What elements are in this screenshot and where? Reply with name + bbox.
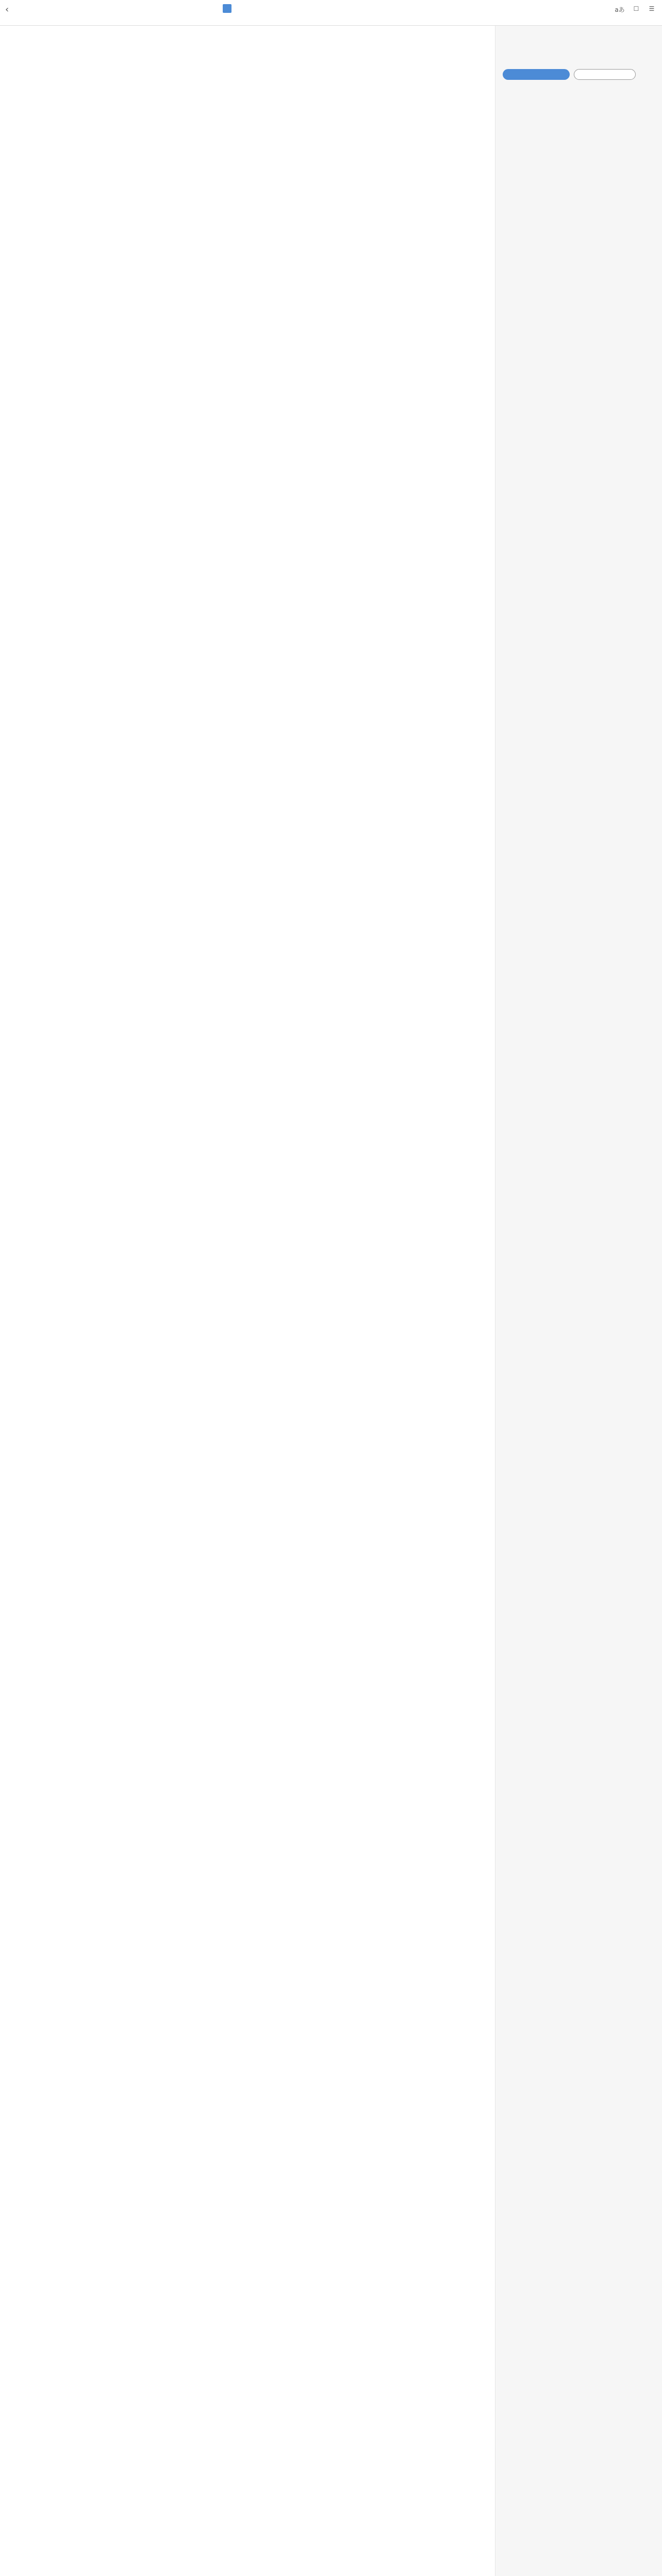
font-size-icon[interactable]: aあ — [615, 6, 625, 13]
bookmark-icon[interactable]: ☐ — [633, 5, 639, 12]
site-logo[interactable] — [223, 4, 234, 13]
back-arrow-icon[interactable]: ‹ — [5, 4, 9, 15]
kakuyomu-logo-icon — [223, 4, 231, 13]
reading-area — [0, 26, 495, 2576]
top-bar — [0, 0, 662, 26]
sidebar — [495, 26, 662, 2576]
chapter-nav — [0, 31, 495, 36]
menu-icon[interactable]: ☰ — [649, 5, 655, 12]
follow-button[interactable] — [574, 69, 636, 80]
review-button[interactable] — [503, 69, 570, 80]
